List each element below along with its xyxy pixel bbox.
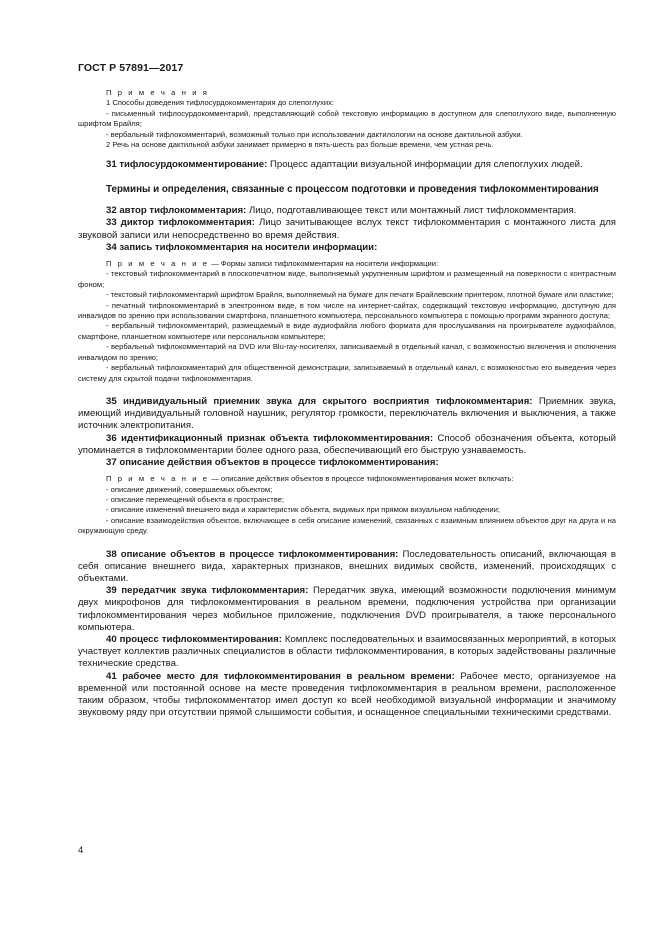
terms-32-34 — [78, 205, 616, 254]
term-definition: Рабочее место, организуемое на временной или постоянной основе на месте проведения тифлокомментария в реальном времени, расположенное таким образом, чтобы тифлокомментатор имел доступ ко всей необходимой визуальной информации и значимому звуковому ряду при отсутствии прямой слышимости события, и оснащенное специальными техническими средствами. — [78, 670, 616, 719]
standard-header: ГОСТ Р 57891—2017 — [78, 62, 184, 74]
note-line: - текстовый тифлокомментарий в плоскопечатном виде, выполняемый укрупненным шрифтом и размещенный на поверхности с контрастным фоном; — [78, 269, 616, 289]
term-definition: Процесс адаптации визуальной информации для слепоглухих людей. — [267, 159, 583, 171]
term-title: 40 процесс тифлокомментирования: — [106, 634, 282, 645]
note-block-1 — [78, 88, 616, 150]
note-line: - описание перемещений объекта в пространстве; — [106, 494, 285, 504]
note-line: - вербальный тифлокомментарий для общественной демонстрации, записываемый в отдельный канал, с возможностью его выведения через систему для скрытой подачи тифлокомментария. — [78, 363, 616, 383]
term-title: 32 автор тифлокомментария: — [106, 205, 247, 217]
page-content — [78, 88, 616, 719]
term-definition: Способ обозначения объекта, который упоминается в тифлокомментарии более одного раза, обеспечивающий его быструю узнаваемость. — [78, 432, 616, 456]
term-definition: Приемник звука, имеющий индивидуальный головной наушник, регулятор громкости, переключатель включения и выключения, а также источник электропитания. — [78, 395, 617, 432]
term-title: 34 запись тифлокомментария на носители информации: — [106, 241, 378, 253]
term-title: 31 тифлосурдокомментирование: — [106, 159, 268, 171]
term-title: 38 описание объектов в процессе тифлокомментирования: — [106, 548, 399, 560]
note-line: 2 Речь на основе дактильной азбуки занимает примерно в пять-шесть раз больше времени, чем устная речь. — [106, 140, 494, 150]
page-number: 4 — [78, 845, 84, 856]
term-definition: Передатчик звука, имеющий возможности подключения минимум двух микрофонов для тифлокомментирования в реальном времени, подключения устройства при организации тифлокомментирования через мобильное приложение, подключения DVD проигрывателя, а также персонального компьютера. — [78, 585, 616, 633]
note-block-34 — [78, 259, 616, 384]
note-heading: П р и м е ч а н и я — [106, 88, 209, 97]
section-heading: Термины и определения, связанные с процессом подготовки и проведения тифлокомментирования — [106, 183, 599, 195]
term-title: 33 диктор тифлокомментария: — [106, 217, 255, 229]
term-31 — [78, 159, 616, 171]
note-line: - текстовый тифлокомментарий шрифтом Брайля, выполняемый на бумаге для печати Брайлевским принтером, плотной бумаге или пластике; — [106, 290, 614, 300]
note-block-37 — [78, 474, 616, 536]
note-line: - описание изменений внешнего вида и характеристик объекта, видимых при прямом визуальном наблюдении; — [106, 505, 500, 515]
term-title: 41 рабочее место для тифлокомментирования в реальном времени: — [106, 670, 455, 682]
terms-38-41 — [78, 549, 616, 720]
term-title: 36 идентификационный признак объекта тифлокомментирования: — [106, 432, 434, 444]
note-line: - описание взаимодействия объектов, включающее в себя описание изменений, связанных с взаимным влиянием объектов друг на друга и на окружающую среду. — [78, 515, 616, 536]
note-line: - вербальный тифлокомментарий на DVD или Blu-ray-носителях, записываемый в отдельный канал, с возможностью включения и отключения инвалидом по зрению; — [78, 342, 616, 362]
note-line: - описание движений, совершаемых объектом; — [106, 484, 273, 494]
note-line: - вербальный тифлокомментарий, возможный только при использовании дактилологии на основе дактильной азбуки. — [106, 129, 523, 139]
note-heading-rest: — описание действия объектов в процессе тифлокомментирования может включать: — [209, 474, 514, 484]
term-title: 35 индивидуальный приемник звука для скрытого восприятия тифлокомментария: — [106, 395, 533, 407]
term-definition: Лицо зачитывающее вслух текст тифлокомментария с монтажного листа для звуковой записи или непосредственно во время действия. — [78, 217, 617, 241]
note-heading-rest: — Формы записи тифлокомментария на носители информации: — [209, 259, 439, 269]
note-line: 1 Способы доведения тифлосурдокомментария до слепоглухих: — [106, 98, 335, 108]
note-line: - печатный тифлокомментарий в электронном виде, в том числе на интернет-сайтах, содержащий текстовую информацию, доступную для инвалидов по зрению при использовании смартфона, планшетного компьютера, персонального компьютера с помощью программ экранного доступа; — [78, 300, 616, 321]
note-line: - письменный тифлосурдокомментарий, представляющий собой текстовую информацию в доступном для слепоглухого виде, выполненную шрифтом Брайля; — [78, 108, 616, 129]
term-definition: Комплекс последовательных и взаимосвязанных мероприятий, в которых участвует коллектив различных специалистов в области тифлокомментирования, в которых задействованы различные технические средства. — [78, 634, 616, 670]
note-heading: П р и м е ч а н и е — [106, 474, 210, 484]
note-heading: П р и м е ч а н и е — [106, 259, 210, 269]
terms-35-37 — [78, 396, 616, 469]
term-definition: Последовательность описаний, включающая в себя описание внешнего вида, характерных признаков, внешних видимых свойств, изменений, происходящих с объектами. — [78, 548, 616, 584]
term-definition: Лицо, подготавливающее текст или монтажный лист тифлокомментария. — [246, 205, 577, 217]
note-line: - вербальный тифлокомментарий, размещаемый в виде аудиофайла любого формата для прослушивания на проигрывателе аудиофайлов, смартфоне, планшетном компьютере или персональном компьютере; — [78, 321, 616, 341]
term-title: 39 передатчик звука тифлокомментария: — [106, 585, 309, 597]
term-title: 37 описание действия объектов в процессе тифлокомментирования: — [106, 456, 439, 468]
